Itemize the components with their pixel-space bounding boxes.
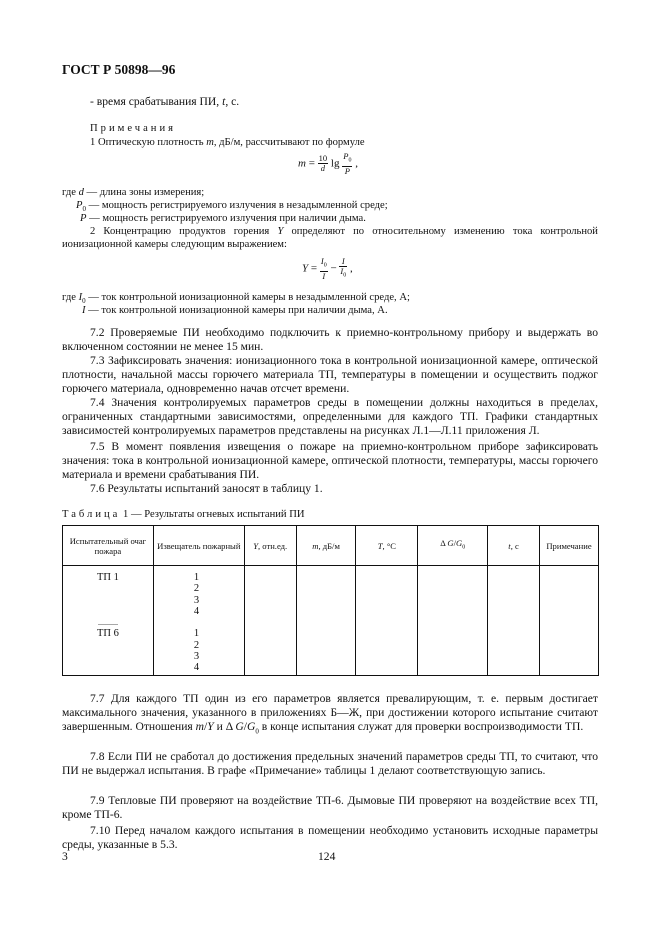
where-i: I — ток контрольной ионизационной камеры при наличии дыма, А.	[82, 305, 388, 316]
list-item: 3	[193, 594, 200, 606]
document-header: ГОСТ Р 50898—96	[62, 62, 176, 77]
table-row	[63, 566, 599, 676]
paragraph-7-5: 7.5 В момент появления извещения о пожаре на приемно-контрольном приборе зафиксировать значения: тока в контрольной ионизационной камере, оптической плотности, температуры, массы горючего материала и времени срабатывания ПИ.	[62, 440, 598, 481]
cell-empty	[539, 566, 598, 676]
header-t-temp: T, °С	[356, 526, 418, 566]
list-item: 1	[193, 572, 200, 583]
cell-detectors	[153, 566, 244, 676]
paragraph-7-6: 7.6 Результаты испытаний заносят в таблицу 1.	[90, 482, 323, 495]
cell-empty	[488, 566, 540, 676]
note2-text: 2 Концентрацию продуктов горения Y определяют по относительному изменению тока контрольной ионизационной камеры следующим выражением:	[62, 226, 598, 250]
note1-text: 1 Оптическую плотность m, дБ/м, рассчитывают по формуле	[90, 137, 365, 148]
paragraph-7-8: 7.8 Если ПИ не сработал до достижения предельных значений параметров среды ТП, то считают, что ПИ не выдержал испытания. В графе «Примечание» таблицы 1 делают соответствующую запись.	[62, 750, 598, 777]
paragraph-7-10: 7.10 Перед началом каждого испытания в помещении необходимо установить исходные параметры среды, указанные в 5.3.	[62, 824, 598, 851]
paragraph-7-3: 7.3 Зафиксировать значения: ионизационного тока в контрольной ионизационной камере, оптической плотности, начальной массы горючего материала ТП, температуры в помещении и осуществить поджог горючего материала, одновременно начав отсчет времени.	[62, 354, 598, 395]
where-p: P — мощность регистрируемого излучения при наличии дыма.	[80, 213, 366, 224]
paragraph-7-4: 7.4 Значения контролируемых параметров среды в помещении должны находиться в пределах, ограниченных стандартными зависимостями, определенными для каждого ТП. Графики стандартных зависимостей контролируемых параметров представлены на рисунках Л.1—Л.11 приложения Л.	[62, 396, 598, 437]
list-item: 4	[193, 605, 200, 617]
cell-empty	[418, 566, 488, 676]
notes-title: Примечания	[90, 123, 176, 134]
list-item: 2	[193, 639, 200, 651]
paragraph-7-7: 7.7 Для каждого ТП один из его параметров является превалирующим, т. е. первым достигает максимального значения, указанного в приложениях Б—Ж, при достижении которого испытание считают завершенным. Отношения m/Y и Δ $G/G_0$ в конце испытания служат для проверки воспроизводимости ТП.	[62, 692, 598, 736]
table-caption-text: 1 — Результаты огневых испытаний ПИ	[123, 509, 305, 520]
formula-optical-density: m = $\frac{10}{d}$ lg $\frac{P_0}{P}$ ,	[298, 151, 358, 176]
list-item: 2	[193, 583, 200, 595]
where-d: где d — длина зоны измерения;	[62, 187, 205, 198]
results-table	[62, 525, 599, 676]
paragraph-7-2: 7.2 Проверяемые ПИ необходимо подключить к приемно-контрольному прибору и выдержать во включенном состоянии не менее 15 мин.	[62, 326, 598, 353]
table-header-row	[63, 526, 599, 566]
intro-line: - время срабатывания ПИ, t, с.	[90, 95, 240, 108]
list-item: 4	[193, 662, 200, 674]
cell-ellipsis: ..........	[97, 618, 118, 628]
header-y: Y, отн.ед.	[244, 526, 296, 566]
cell-empty	[356, 566, 418, 676]
page-number-center: 124	[318, 850, 336, 863]
header-detector: Извещатель пожарный	[153, 526, 244, 566]
cell-tp6: ТП 6	[97, 628, 119, 640]
header-delta-g: Δ $G/G_0$	[418, 526, 488, 566]
header-time: t, с	[488, 526, 540, 566]
cell-empty	[244, 566, 296, 676]
page-number-left: 3	[62, 850, 68, 863]
formula-concentration: Y = $\frac{I_0}{I}$ − $\frac{I}{I_0}$ ,	[302, 256, 353, 281]
list-item: 3	[193, 651, 200, 663]
header-m: m, дБ/м	[296, 526, 356, 566]
list-item: 1	[193, 628, 200, 640]
table-caption	[62, 508, 305, 521]
paragraph-7-9: 7.9 Тепловые ПИ проверяют на воздействие ТП-6. Дымовые ПИ проверяют на воздействие всех ТП, кроме ТП-6.	[62, 794, 598, 821]
header-test-fire: Испытательный очаг пожара	[63, 526, 154, 566]
cell-empty	[296, 566, 356, 676]
header-note: Примечание	[539, 526, 598, 566]
where-i0: где $I_0$ — ток контрольной ионизационной камеры в незадымленной среде, А;	[62, 292, 410, 306]
cell-tp1: ТП 1	[97, 572, 119, 583]
where-p0: $P_0$ — мощность регистрируемого излучения в незадымленной среде;	[76, 200, 388, 214]
table-caption-label: Таблица	[62, 509, 121, 520]
cell-test-fires	[63, 566, 154, 676]
